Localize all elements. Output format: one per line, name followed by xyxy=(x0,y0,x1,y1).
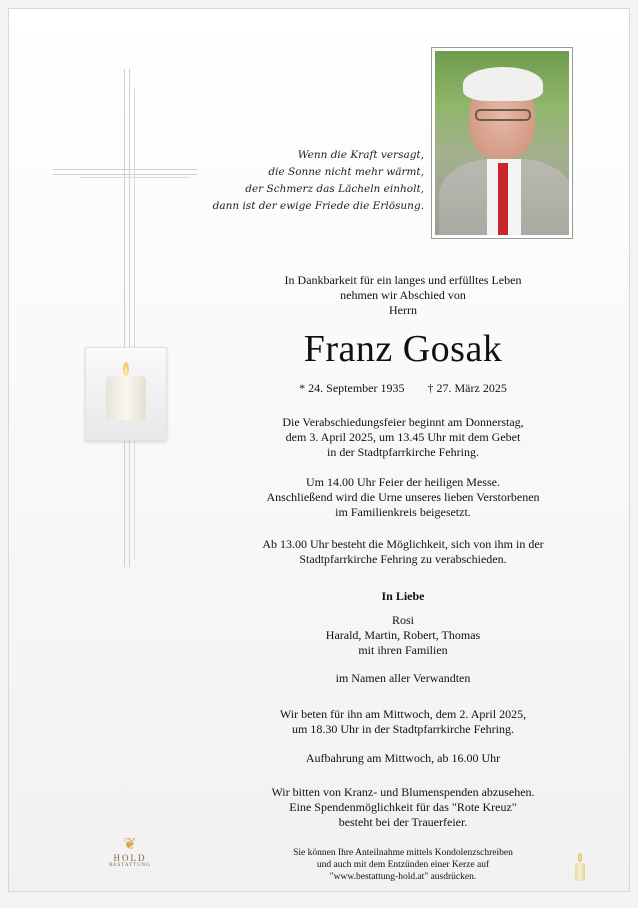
prayer-line: Wir beten für ihn am Mittwoch, dem 2. April 2025, xyxy=(279,707,527,721)
portrait-photo xyxy=(435,51,569,235)
family-heading: In Liebe xyxy=(381,589,425,603)
intro-line: nehmen wir Abschied von xyxy=(340,288,466,302)
condolence-line: "www.bestattung-hold.at" ausdrücken. xyxy=(329,872,477,882)
mass-line: Anschließend wird die Urne unseres lieben Verstorbenen xyxy=(266,490,540,504)
intro-line: In Dankbarkeit für ein langes und erfülltes Leben xyxy=(284,273,522,287)
prayer-text xyxy=(193,707,613,737)
leaf-icon: ❦ xyxy=(123,836,137,853)
memorial-candle-icon xyxy=(573,853,587,883)
deceased-name: Franz Gosak xyxy=(303,328,503,370)
condolence-line: und auch mit dem Entzünden einer Kerze auf xyxy=(316,860,490,870)
logo-subtitle: BESTATTUNG xyxy=(109,863,151,868)
obituary-page xyxy=(8,8,630,892)
funeral-home-logo xyxy=(103,837,157,868)
family-line: Harald, Martin, Robert, Thomas xyxy=(325,628,481,642)
poem-line: die Sonne nicht mehr wärmt, xyxy=(268,166,424,178)
mass-text xyxy=(193,475,613,520)
ceremony-text xyxy=(193,415,613,460)
family-line: mit ihren Familien xyxy=(358,643,448,657)
cross-horizontal-beam xyxy=(53,169,197,175)
poem-line: dann ist der ewige Friede die Erlösung. xyxy=(212,200,424,212)
intro-text xyxy=(193,273,613,318)
candle-flame-icon xyxy=(123,362,129,376)
relatives-text: im Namen aller Verwandten xyxy=(335,671,471,685)
cross-vertical-beam xyxy=(124,69,130,567)
photo-glasses xyxy=(475,109,531,121)
intro-line: Herrn xyxy=(389,303,417,317)
ceremony-line: in der Stadtpfarrkirche Fehring. xyxy=(327,445,479,459)
farewell-line: Stadtpfarrkirche Fehring zu verabschieden. xyxy=(299,552,507,566)
poem-line: Wenn die Kraft versagt, xyxy=(297,149,424,161)
family-names xyxy=(193,613,613,658)
cross-horizontal-accent xyxy=(79,177,189,178)
death-date: † 27. März 2025 xyxy=(427,381,507,395)
poem-line: der Schmerz das Lächeln einholt, xyxy=(245,183,424,195)
viewing-text: Aufbahrung am Mittwoch, ab 16.00 Uhr xyxy=(305,751,501,765)
cross-vertical-accent xyxy=(134,89,135,559)
portrait-photo-frame xyxy=(431,47,573,239)
photo-tie xyxy=(498,163,508,235)
donation-line: Eine Spendenmöglichkeit für das "Rote Kreuz" xyxy=(289,800,517,814)
candle-icon xyxy=(106,376,146,420)
donation-line: besteht bei der Trauerfeier. xyxy=(338,815,468,829)
candle-body xyxy=(575,863,585,881)
logo-brand: HOLD xyxy=(113,853,147,863)
poem xyxy=(199,147,424,215)
prayer-line: um 18.30 Uhr in der Stadtpfarrkirche Fehring. xyxy=(292,722,514,736)
candle-flame-icon xyxy=(578,853,582,862)
mass-line: im Familienkreis beigesetzt. xyxy=(335,505,471,519)
condolence-line: Sie können Ihre Anteilnahme mittels Kondolenzschreiben xyxy=(293,848,513,858)
mass-line: Um 14.00 Uhr Feier der heiligen Messe. xyxy=(306,475,500,489)
family-line: Rosi xyxy=(391,613,414,627)
life-dates xyxy=(193,381,613,396)
ceremony-line: Die Verabschiedungsfeier beginnt am Donnerstag, xyxy=(282,415,524,429)
candle-image xyxy=(85,347,167,441)
photo-hair xyxy=(463,67,543,101)
birth-date: * 24. September 1935 xyxy=(299,381,405,395)
ceremony-line: dem 3. April 2025, um 13.45 Uhr mit dem Gebet xyxy=(285,430,521,444)
farewell-line: Ab 13.00 Uhr besteht die Möglichkeit, sich von ihm in der xyxy=(262,537,544,551)
donation-line: Wir bitten von Kranz- und Blumenspenden abzusehen. xyxy=(271,785,535,799)
condolence-text xyxy=(193,847,613,883)
farewell-text xyxy=(193,537,613,567)
donation-text xyxy=(193,785,613,830)
